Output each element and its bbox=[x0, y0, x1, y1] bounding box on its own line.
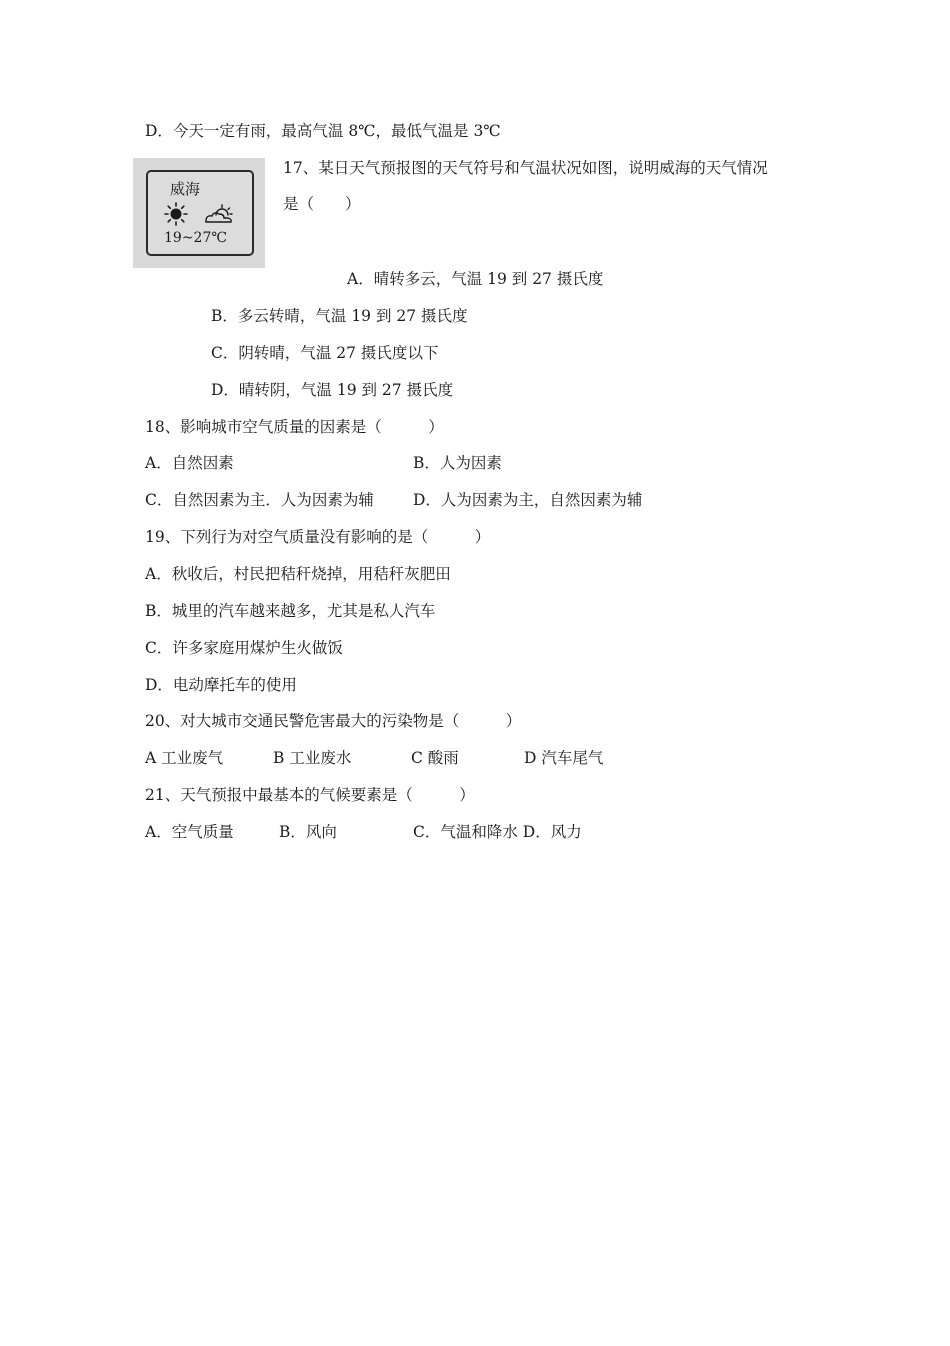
partly-cloudy-icon bbox=[206, 205, 232, 222]
q17-stem-line-2: 是（ ） bbox=[283, 195, 361, 213]
q17-option-c: C．阴转晴，气温 27 摄氏度以下 bbox=[211, 344, 439, 362]
q21-option-b: B．风向 bbox=[279, 823, 337, 841]
q21-option-a: A．空气质量 bbox=[145, 823, 234, 841]
q17-option-d: D．晴转阴，气温 19 到 27 摄氏度 bbox=[211, 381, 454, 399]
q17-stem-line-1: 17、某日天气预报图的天气符号和气温状况如图，说明威海的天气情况 bbox=[283, 159, 768, 177]
q19-option-c: C．许多家庭用煤炉生火做饭 bbox=[145, 639, 343, 657]
q18-option-c: C．自然因素为主．人为因素为辅 bbox=[145, 491, 374, 509]
weather-forecast-card bbox=[146, 170, 254, 256]
q20-stem: 20、对大城市交通民警危害最大的污染物是（ ） bbox=[145, 712, 522, 730]
q21-stem: 21、天气预报中最基本的气候要素是（ ） bbox=[145, 786, 475, 804]
q20-option-d: D 汽车尾气 bbox=[524, 749, 604, 767]
q18-option-a: A．自然因素 bbox=[145, 454, 234, 472]
q18-option-b: B．人为因素 bbox=[413, 454, 502, 472]
weather-icons bbox=[162, 202, 238, 226]
q19-option-d: D．电动摩托车的使用 bbox=[145, 676, 297, 694]
figure-city-label: 威海 bbox=[170, 180, 201, 198]
figure-temperature-label: 19~27℃ bbox=[164, 230, 228, 246]
q21-option-c-d: C．气温和降水 D．风力 bbox=[413, 823, 582, 841]
q17-option-b: B．多云转晴，气温 19 到 27 摄氏度 bbox=[211, 307, 468, 325]
weather-forecast-figure bbox=[133, 158, 265, 268]
q18-stem: 18、影响城市空气质量的因素是（ ） bbox=[145, 418, 444, 436]
q16-option-d: D．今天一定有雨，最高气温 8℃，最低气温是 3℃ bbox=[145, 122, 501, 140]
q20-option-a: A 工业废气 bbox=[145, 749, 224, 767]
q19-stem: 19、下列行为对空气质量没有影响的是（ ） bbox=[145, 528, 491, 546]
q20-option-b: B 工业废水 bbox=[273, 749, 352, 767]
sun-icon bbox=[165, 203, 187, 225]
q19-option-a: A．秋收后，村民把秸秆烧掉，用秸秆灰肥田 bbox=[145, 565, 451, 583]
q17-option-a: A．晴转多云，气温 19 到 27 摄氏度 bbox=[347, 270, 604, 288]
q19-option-b: B．城里的汽车越来越多，尤其是私人汽车 bbox=[145, 602, 436, 620]
q18-option-d: D．人为因素为主，自然因素为辅 bbox=[413, 491, 643, 509]
q20-option-c: C 酸雨 bbox=[411, 749, 459, 767]
